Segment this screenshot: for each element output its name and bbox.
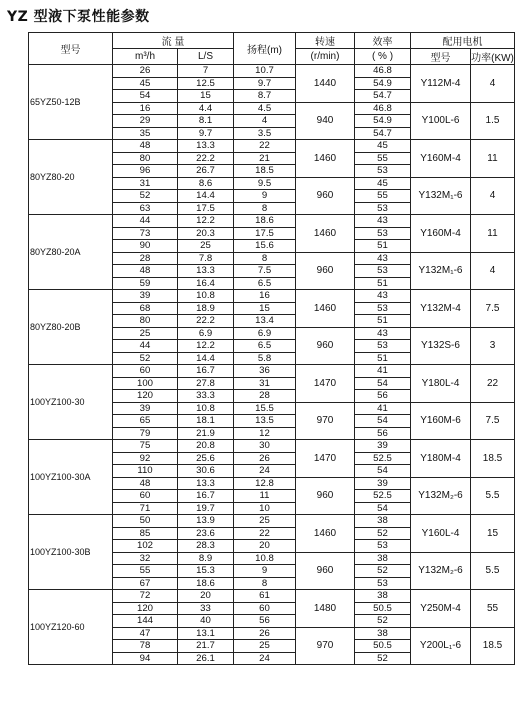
efficiency-cell: 46.8 bbox=[355, 65, 411, 78]
motor-power-cell: 7.5 bbox=[471, 402, 515, 440]
table-row bbox=[29, 515, 515, 528]
flow-m3h-cell: 94 bbox=[113, 652, 178, 665]
head-cell: 25 bbox=[234, 515, 296, 528]
motor-power-cell: 22 bbox=[471, 365, 515, 403]
motor-model-cell: Y160L-4 bbox=[411, 515, 471, 553]
efficiency-cell: 52 bbox=[355, 615, 411, 628]
flow-m3h-cell: 39 bbox=[113, 290, 178, 303]
flow-ls-cell: 20.3 bbox=[178, 227, 234, 240]
motor-power-cell: 5.5 bbox=[471, 552, 515, 590]
flow-ls-cell: 30.6 bbox=[178, 465, 234, 478]
motor-power-cell: 11 bbox=[471, 140, 515, 178]
flow-ls-cell: 16.4 bbox=[178, 277, 234, 290]
flow-ls-cell: 21.9 bbox=[178, 427, 234, 440]
table-row bbox=[29, 290, 515, 303]
flow-m3h-cell: 90 bbox=[113, 240, 178, 253]
flow-ls-cell: 23.6 bbox=[178, 527, 234, 540]
flow-ls-cell: 26.1 bbox=[178, 652, 234, 665]
flow-m3h-cell: 80 bbox=[113, 152, 178, 165]
head-cell: 15 bbox=[234, 302, 296, 315]
speed-cell: 940 bbox=[296, 102, 355, 140]
flow-ls-cell: 28.3 bbox=[178, 540, 234, 553]
header-flow: 流 量 bbox=[113, 33, 234, 49]
flow-ls-cell: 10.8 bbox=[178, 290, 234, 303]
flow-ls-cell: 18.9 bbox=[178, 302, 234, 315]
flow-ls-cell: 19.7 bbox=[178, 502, 234, 515]
speed-cell: 1470 bbox=[296, 365, 355, 403]
flow-ls-cell: 4.4 bbox=[178, 102, 234, 115]
header-speed: 转速 bbox=[296, 33, 355, 49]
head-cell: 31 bbox=[234, 377, 296, 390]
flow-ls-cell: 25 bbox=[178, 240, 234, 253]
flow-m3h-cell: 48 bbox=[113, 265, 178, 278]
head-cell: 10 bbox=[234, 502, 296, 515]
motor-model-cell: Y132M₂-6 bbox=[411, 477, 471, 515]
flow-m3h-cell: 60 bbox=[113, 365, 178, 378]
head-cell: 21 bbox=[234, 152, 296, 165]
head-cell: 6.5 bbox=[234, 277, 296, 290]
efficiency-cell: 53 bbox=[355, 265, 411, 278]
flow-ls-cell: 27.8 bbox=[178, 377, 234, 390]
header-flow-ls: L/S bbox=[178, 49, 234, 65]
speed-cell: 960 bbox=[296, 552, 355, 590]
flow-ls-cell: 13.3 bbox=[178, 140, 234, 153]
flow-ls-cell: 12.2 bbox=[178, 340, 234, 353]
head-cell: 13.5 bbox=[234, 415, 296, 428]
motor-power-cell: 5.5 bbox=[471, 477, 515, 515]
model-name-cell: 100YZ100-30B bbox=[29, 515, 113, 590]
table-row bbox=[29, 65, 515, 78]
flow-ls-cell: 8.9 bbox=[178, 552, 234, 565]
flow-ls-cell: 14.4 bbox=[178, 190, 234, 203]
motor-power-cell: 4 bbox=[471, 177, 515, 215]
efficiency-cell: 53 bbox=[355, 340, 411, 353]
efficiency-cell: 53 bbox=[355, 227, 411, 240]
flow-ls-cell: 15.3 bbox=[178, 565, 234, 578]
motor-model-cell: Y132S-6 bbox=[411, 327, 471, 365]
flow-m3h-cell: 75 bbox=[113, 440, 178, 453]
flow-m3h-cell: 29 bbox=[113, 115, 178, 128]
motor-power-cell: 4 bbox=[471, 65, 515, 103]
speed-cell: 960 bbox=[296, 252, 355, 290]
efficiency-cell: 52 bbox=[355, 652, 411, 665]
motor-power-cell: 3 bbox=[471, 327, 515, 365]
flow-m3h-cell: 72 bbox=[113, 590, 178, 603]
head-cell: 8 bbox=[234, 252, 296, 265]
speed-cell: 1480 bbox=[296, 590, 355, 628]
flow-m3h-cell: 54 bbox=[113, 90, 178, 103]
motor-power-cell: 15 bbox=[471, 515, 515, 553]
efficiency-cell: 56 bbox=[355, 390, 411, 403]
flow-ls-cell: 33 bbox=[178, 602, 234, 615]
speed-cell: 1440 bbox=[296, 65, 355, 103]
speed-cell: 1460 bbox=[296, 515, 355, 553]
motor-model-cell: Y200L₁-6 bbox=[411, 627, 471, 665]
efficiency-cell: 53 bbox=[355, 540, 411, 553]
flow-m3h-cell: 52 bbox=[113, 190, 178, 203]
motor-power-cell: 4 bbox=[471, 252, 515, 290]
flow-m3h-cell: 44 bbox=[113, 215, 178, 228]
flow-m3h-cell: 35 bbox=[113, 127, 178, 140]
head-cell: 16 bbox=[234, 290, 296, 303]
pump-performance-table bbox=[28, 32, 515, 665]
motor-model-cell: Y180M-4 bbox=[411, 440, 471, 478]
efficiency-cell: 55 bbox=[355, 152, 411, 165]
head-cell: 18.5 bbox=[234, 165, 296, 178]
efficiency-cell: 43 bbox=[355, 290, 411, 303]
flow-ls-cell: 13.3 bbox=[178, 477, 234, 490]
header-head: 扬程(m) bbox=[234, 33, 296, 65]
flow-m3h-cell: 60 bbox=[113, 490, 178, 503]
efficiency-cell: 54 bbox=[355, 415, 411, 428]
flow-ls-cell: 9.7 bbox=[178, 127, 234, 140]
efficiency-cell: 43 bbox=[355, 327, 411, 340]
head-cell: 9.7 bbox=[234, 77, 296, 90]
motor-model-cell: Y160M-4 bbox=[411, 140, 471, 178]
efficiency-cell: 54.7 bbox=[355, 127, 411, 140]
efficiency-cell: 46.8 bbox=[355, 102, 411, 115]
flow-ls-cell: 13.3 bbox=[178, 265, 234, 278]
head-cell: 6.9 bbox=[234, 327, 296, 340]
efficiency-cell: 38 bbox=[355, 590, 411, 603]
table-body bbox=[29, 65, 515, 665]
flow-m3h-cell: 110 bbox=[113, 465, 178, 478]
head-cell: 4.5 bbox=[234, 102, 296, 115]
efficiency-cell: 41 bbox=[355, 402, 411, 415]
speed-cell: 1460 bbox=[296, 215, 355, 253]
flow-m3h-cell: 28 bbox=[113, 252, 178, 265]
efficiency-cell: 38 bbox=[355, 515, 411, 528]
efficiency-cell: 41 bbox=[355, 365, 411, 378]
efficiency-cell: 45 bbox=[355, 177, 411, 190]
efficiency-cell: 54 bbox=[355, 377, 411, 390]
motor-power-cell: 7.5 bbox=[471, 290, 515, 328]
table-row bbox=[29, 215, 515, 228]
efficiency-cell: 39 bbox=[355, 477, 411, 490]
flow-m3h-cell: 85 bbox=[113, 527, 178, 540]
head-cell: 12.8 bbox=[234, 477, 296, 490]
flow-ls-cell: 18.6 bbox=[178, 577, 234, 590]
head-cell: 24 bbox=[234, 465, 296, 478]
flow-m3h-cell: 31 bbox=[113, 177, 178, 190]
head-cell: 10.7 bbox=[234, 65, 296, 78]
head-cell: 61 bbox=[234, 590, 296, 603]
flow-m3h-cell: 71 bbox=[113, 502, 178, 515]
flow-m3h-cell: 47 bbox=[113, 627, 178, 640]
motor-model-cell: Y132M₁-6 bbox=[411, 252, 471, 290]
motor-model-cell: Y132M₂-6 bbox=[411, 552, 471, 590]
head-cell: 8 bbox=[234, 577, 296, 590]
flow-m3h-cell: 48 bbox=[113, 477, 178, 490]
head-cell: 56 bbox=[234, 615, 296, 628]
model-name-cell: 80YZ80-20B bbox=[29, 290, 113, 365]
flow-m3h-cell: 26 bbox=[113, 65, 178, 78]
flow-ls-cell: 18.1 bbox=[178, 415, 234, 428]
head-cell: 22 bbox=[234, 140, 296, 153]
page-title: YZ 型液下泵性能参数 bbox=[7, 9, 150, 25]
motor-model-cell: Y112M-4 bbox=[411, 65, 471, 103]
flow-m3h-cell: 96 bbox=[113, 165, 178, 178]
flow-m3h-cell: 92 bbox=[113, 452, 178, 465]
flow-m3h-cell: 144 bbox=[113, 615, 178, 628]
header-motor: 配用电机 bbox=[411, 33, 515, 49]
header-model: 型号 bbox=[29, 33, 113, 65]
model-name-cell: 65YZ50-12B bbox=[29, 65, 113, 140]
flow-ls-cell: 15 bbox=[178, 90, 234, 103]
efficiency-cell: 53 bbox=[355, 577, 411, 590]
table-row bbox=[29, 440, 515, 453]
head-cell: 11 bbox=[234, 490, 296, 503]
model-name-cell: 80YZ80-20 bbox=[29, 140, 113, 215]
flow-ls-cell: 14.4 bbox=[178, 352, 234, 365]
head-cell: 36 bbox=[234, 365, 296, 378]
head-cell: 17.5 bbox=[234, 227, 296, 240]
flow-ls-cell: 20 bbox=[178, 590, 234, 603]
motor-model-cell: Y132M-4 bbox=[411, 290, 471, 328]
motor-power-cell: 18.5 bbox=[471, 627, 515, 665]
flow-m3h-cell: 100 bbox=[113, 377, 178, 390]
header-flow-m3h: m³/h bbox=[113, 49, 178, 65]
flow-m3h-cell: 102 bbox=[113, 540, 178, 553]
flow-ls-cell: 20.8 bbox=[178, 440, 234, 453]
efficiency-cell: 38 bbox=[355, 627, 411, 640]
speed-cell: 970 bbox=[296, 402, 355, 440]
head-cell: 12 bbox=[234, 427, 296, 440]
efficiency-cell: 52.5 bbox=[355, 490, 411, 503]
header-motor-model: 型号 bbox=[411, 49, 471, 65]
head-cell: 26 bbox=[234, 452, 296, 465]
head-cell: 28 bbox=[234, 390, 296, 403]
efficiency-cell: 54.9 bbox=[355, 77, 411, 90]
motor-power-cell: 11 bbox=[471, 215, 515, 253]
motor-model-cell: Y160M-4 bbox=[411, 215, 471, 253]
flow-m3h-cell: 65 bbox=[113, 415, 178, 428]
head-cell: 6.5 bbox=[234, 340, 296, 353]
flow-ls-cell: 21.7 bbox=[178, 640, 234, 653]
flow-m3h-cell: 44 bbox=[113, 340, 178, 353]
table-row bbox=[29, 590, 515, 603]
flow-m3h-cell: 67 bbox=[113, 577, 178, 590]
motor-power-cell: 55 bbox=[471, 590, 515, 628]
head-cell: 8.7 bbox=[234, 90, 296, 103]
efficiency-cell: 56 bbox=[355, 427, 411, 440]
motor-power-cell: 1.5 bbox=[471, 102, 515, 140]
efficiency-cell: 51 bbox=[355, 240, 411, 253]
efficiency-cell: 54.9 bbox=[355, 115, 411, 128]
head-cell: 8 bbox=[234, 202, 296, 215]
flow-ls-cell: 13.1 bbox=[178, 627, 234, 640]
flow-ls-cell: 16.7 bbox=[178, 490, 234, 503]
speed-cell: 1460 bbox=[296, 140, 355, 178]
efficiency-cell: 54 bbox=[355, 502, 411, 515]
flow-m3h-cell: 73 bbox=[113, 227, 178, 240]
head-cell: 26 bbox=[234, 627, 296, 640]
head-cell: 3.5 bbox=[234, 127, 296, 140]
efficiency-cell: 54 bbox=[355, 465, 411, 478]
flow-ls-cell: 26.7 bbox=[178, 165, 234, 178]
head-cell: 7.5 bbox=[234, 265, 296, 278]
motor-model-cell: Y160M-6 bbox=[411, 402, 471, 440]
speed-cell: 970 bbox=[296, 627, 355, 665]
head-cell: 9 bbox=[234, 565, 296, 578]
head-cell: 18.6 bbox=[234, 215, 296, 228]
efficiency-cell: 51 bbox=[355, 352, 411, 365]
speed-cell: 1460 bbox=[296, 290, 355, 328]
flow-ls-cell: 6.9 bbox=[178, 327, 234, 340]
efficiency-cell: 52 bbox=[355, 527, 411, 540]
head-cell: 20 bbox=[234, 540, 296, 553]
flow-ls-cell: 22.2 bbox=[178, 152, 234, 165]
header-motor-power: 功率(KW) bbox=[471, 49, 515, 65]
efficiency-cell: 50.5 bbox=[355, 640, 411, 653]
motor-power-cell: 18.5 bbox=[471, 440, 515, 478]
efficiency-cell: 53 bbox=[355, 202, 411, 215]
flow-m3h-cell: 120 bbox=[113, 390, 178, 403]
flow-m3h-cell: 55 bbox=[113, 565, 178, 578]
flow-ls-cell: 16.7 bbox=[178, 365, 234, 378]
flow-ls-cell: 7.8 bbox=[178, 252, 234, 265]
model-name-cell: 100YZ100-30A bbox=[29, 440, 113, 515]
table-row bbox=[29, 140, 515, 153]
head-cell: 60 bbox=[234, 602, 296, 615]
flow-m3h-cell: 45 bbox=[113, 77, 178, 90]
flow-m3h-cell: 48 bbox=[113, 140, 178, 153]
head-cell: 5.8 bbox=[234, 352, 296, 365]
flow-m3h-cell: 63 bbox=[113, 202, 178, 215]
flow-ls-cell: 33.3 bbox=[178, 390, 234, 403]
efficiency-cell: 52.5 bbox=[355, 452, 411, 465]
flow-ls-cell: 10.8 bbox=[178, 402, 234, 415]
head-cell: 25 bbox=[234, 640, 296, 653]
motor-model-cell: Y180L-4 bbox=[411, 365, 471, 403]
flow-m3h-cell: 79 bbox=[113, 427, 178, 440]
model-name-cell: 80YZ80-20A bbox=[29, 215, 113, 290]
head-cell: 22 bbox=[234, 527, 296, 540]
flow-m3h-cell: 120 bbox=[113, 602, 178, 615]
flow-m3h-cell: 59 bbox=[113, 277, 178, 290]
head-cell: 10.8 bbox=[234, 552, 296, 565]
efficiency-cell: 45 bbox=[355, 140, 411, 153]
head-cell: 15.6 bbox=[234, 240, 296, 253]
head-cell: 13.4 bbox=[234, 315, 296, 328]
head-cell: 9 bbox=[234, 190, 296, 203]
flow-m3h-cell: 25 bbox=[113, 327, 178, 340]
efficiency-cell: 53 bbox=[355, 165, 411, 178]
efficiency-cell: 54.7 bbox=[355, 90, 411, 103]
motor-model-cell: Y100L-6 bbox=[411, 102, 471, 140]
flow-ls-cell: 8.6 bbox=[178, 177, 234, 190]
speed-cell: 960 bbox=[296, 327, 355, 365]
flow-ls-cell: 13.9 bbox=[178, 515, 234, 528]
motor-model-cell: Y132M₁-6 bbox=[411, 177, 471, 215]
head-cell: 24 bbox=[234, 652, 296, 665]
efficiency-cell: 51 bbox=[355, 315, 411, 328]
efficiency-cell: 50.5 bbox=[355, 602, 411, 615]
head-cell: 15.5 bbox=[234, 402, 296, 415]
head-cell: 4 bbox=[234, 115, 296, 128]
speed-cell: 960 bbox=[296, 477, 355, 515]
flow-m3h-cell: 80 bbox=[113, 315, 178, 328]
efficiency-cell: 53 bbox=[355, 302, 411, 315]
model-name-cell: 100YZ100-30 bbox=[29, 365, 113, 440]
flow-m3h-cell: 39 bbox=[113, 402, 178, 415]
efficiency-cell: 55 bbox=[355, 190, 411, 203]
efficiency-cell: 52 bbox=[355, 565, 411, 578]
flow-ls-cell: 17.5 bbox=[178, 202, 234, 215]
flow-ls-cell: 7 bbox=[178, 65, 234, 78]
flow-m3h-cell: 52 bbox=[113, 352, 178, 365]
flow-m3h-cell: 50 bbox=[113, 515, 178, 528]
header-efficiency-unit: ( % ) bbox=[355, 49, 411, 65]
speed-cell: 960 bbox=[296, 177, 355, 215]
flow-m3h-cell: 68 bbox=[113, 302, 178, 315]
table-row bbox=[29, 365, 515, 378]
flow-ls-cell: 8.1 bbox=[178, 115, 234, 128]
efficiency-cell: 51 bbox=[355, 277, 411, 290]
head-cell: 9.5 bbox=[234, 177, 296, 190]
efficiency-cell: 43 bbox=[355, 252, 411, 265]
flow-m3h-cell: 32 bbox=[113, 552, 178, 565]
flow-m3h-cell: 78 bbox=[113, 640, 178, 653]
header-efficiency: 效率 bbox=[355, 33, 411, 49]
model-name-cell: 100YZ120-60 bbox=[29, 590, 113, 665]
motor-model-cell: Y250M-4 bbox=[411, 590, 471, 628]
head-cell: 30 bbox=[234, 440, 296, 453]
flow-ls-cell: 12.5 bbox=[178, 77, 234, 90]
header-speed-unit: (r/min) bbox=[296, 49, 355, 65]
flow-ls-cell: 12.2 bbox=[178, 215, 234, 228]
efficiency-cell: 39 bbox=[355, 440, 411, 453]
flow-ls-cell: 40 bbox=[178, 615, 234, 628]
flow-ls-cell: 25.6 bbox=[178, 452, 234, 465]
flow-ls-cell: 22.2 bbox=[178, 315, 234, 328]
efficiency-cell: 43 bbox=[355, 215, 411, 228]
flow-m3h-cell: 16 bbox=[113, 102, 178, 115]
speed-cell: 1470 bbox=[296, 440, 355, 478]
efficiency-cell: 38 bbox=[355, 552, 411, 565]
